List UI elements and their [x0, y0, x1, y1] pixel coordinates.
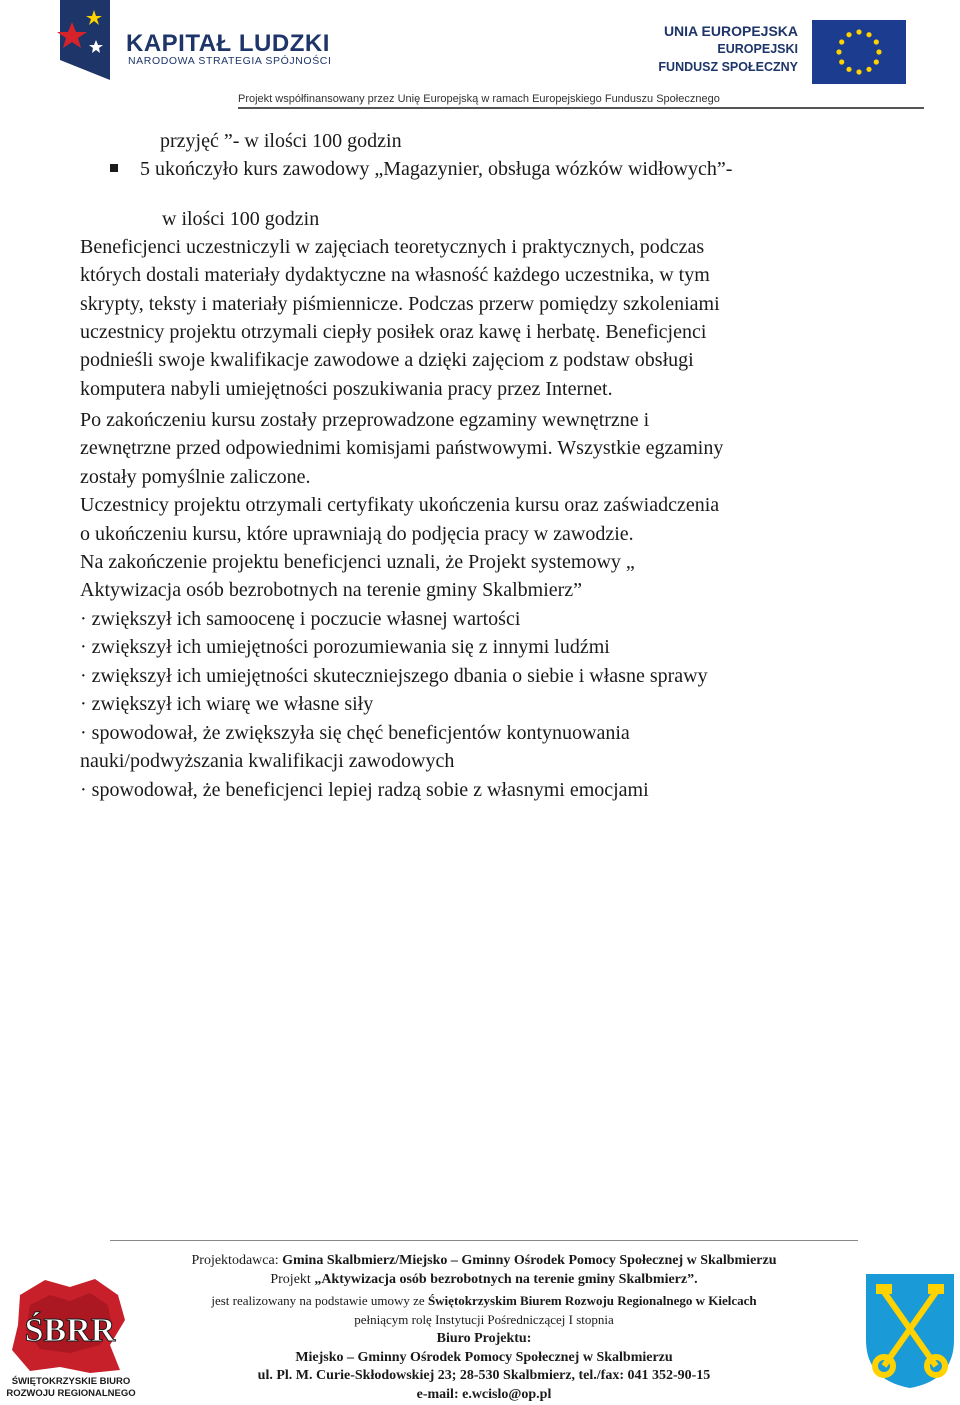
- eu-star-icon: [839, 59, 844, 64]
- body-line: · spowodował, że beneficjenci lepiej radzą sobie z własnymi emocjami: [80, 779, 649, 801]
- body-line: 5 ukończyło kurs zawodowy „Magazynier, obsługa wózków widłowych”-: [140, 158, 733, 180]
- eu-star-icon: [856, 69, 861, 74]
- footer-line-office-label: Biuro Projektu:: [436, 1331, 532, 1346]
- footer-divider: [110, 1240, 858, 1241]
- eu-star-icon: [866, 32, 871, 37]
- sbrr-name-line1: ŚWIĘTOKRZYSKIE BIURO: [11, 1376, 131, 1387]
- eu-star-icon: [836, 49, 841, 54]
- footer-line1-bold: Gmina Skalbmierz/Miejsko – Gminny Ośrodek Pomocy Społecznej w Skalbmierzu: [282, 1253, 777, 1268]
- footer-line-address: ul. Pl. M. Curie-Skłodowskiej 23; 28-530 Skalbmierz, tel./fax: 041 352-90-15: [257, 1368, 711, 1383]
- footer-line-institution: pełniącym rolę Instytucji Pośredniczącej I stopnia: [354, 1312, 614, 1327]
- footer-line-project: [110, 1271, 858, 1289]
- square-bullet-icon: [110, 164, 118, 172]
- body-line: Beneficjenci uczestniczyli w zajęciach teoretycznych i praktycznych, podczas: [80, 236, 705, 258]
- eu-star-icon: [866, 67, 871, 72]
- header-divider: [238, 107, 924, 109]
- kapital-ludzki-subtitle: NARODOWA STRATEGIA SPÓJNOŚCI: [128, 55, 332, 67]
- kapital-ludzki-logo-icon: [50, 0, 110, 80]
- eu-line1: UNIA EUROPEJSKA: [663, 23, 798, 39]
- body-line: Na zakończenie projektu beneficjenci uznali, że Projekt systemowy „: [80, 551, 635, 573]
- footer-line1-prefix: Projektodawca:: [191, 1253, 283, 1268]
- eu-star-icon: [839, 39, 844, 44]
- sbrr-name: [6, 1376, 136, 1400]
- body-line: Po zakończeniu kursu zostały przeprowadzone egzaminy wewnętrzne i: [80, 409, 650, 431]
- eu-line3: FUNDUSZ SPOŁECZNY: [658, 60, 798, 74]
- body-line: Aktywizacja osób bezrobotnych na terenie gminy Skalbmierz”: [80, 579, 583, 601]
- body-line: o ukończeniu kursu, które uprawniają do podjęcia pracy w zawodzie.: [80, 523, 634, 545]
- body-line: skrypty, teksty i materiały piśmiennicze. Podczas przerw pomiędzy szkoleniami: [80, 293, 720, 315]
- eu-star-icon: [874, 59, 879, 64]
- body-line: nauki/podwyższania kwalifikacji zawodowych: [80, 750, 455, 772]
- page-header: [0, 0, 960, 115]
- eu-star-icon: [874, 39, 879, 44]
- footer-line2-bold: „Aktywizacja osób bezrobotnych na terenie gminy Skalbmierz”.: [314, 1272, 698, 1287]
- eu-star-icon: [876, 49, 881, 54]
- body-line: · zwiększył ich wiarę we własne siły: [80, 693, 374, 715]
- skalbmierz-coat-of-arms-icon: [862, 1270, 958, 1390]
- footer-line-email: e-mail: e.wcislo@op.pl: [416, 1387, 552, 1402]
- body-line: w ilości 100 godzin: [162, 208, 320, 230]
- sbrr-logo-lettering: ŚBRR: [24, 1312, 116, 1349]
- body-line: uczestnicy projektu otrzymali ciepły posiłek oraz kawę i herbatę. Beneficjenci: [80, 321, 707, 343]
- body-line: · zwiększył ich umiejętności skuteczniejszego dbania o siebie i własne sprawy: [80, 665, 708, 687]
- cofinance-note: Projekt współfinansowany przez Unię Europejską w ramach Europejskiego Funduszu Społecznego: [238, 93, 720, 105]
- eu-text-block: [650, 22, 798, 76]
- eu-flag-icon: [812, 20, 906, 84]
- eu-star-icon: [846, 67, 851, 72]
- kapital-ludzki-title: KAPITAŁ LUDZKI: [126, 30, 330, 57]
- footer-line3-prefix: jest realizowany na podstawie umowy ze: [211, 1293, 428, 1308]
- body-line: Uczestnicy projektu otrzymali certyfikaty ukończenia kursu oraz zaświadczenia: [80, 494, 720, 516]
- body-line: · zwiększył ich samoocenę i poczucie własnej wartości: [80, 608, 521, 630]
- eu-star-icon: [856, 29, 861, 34]
- sbrr-name-line2: ROZWOJU REGIONALNEGO: [6, 1388, 136, 1399]
- footer-line-office-name: Miejsko – Gminny Ośrodek Pomocy Społecznej w Skalbmierzu: [295, 1350, 673, 1365]
- body-line: zewnętrzne przed odpowiednimi komisjami państwowymi. Wszystkie egzaminy: [80, 437, 724, 459]
- footer-line3-bold: Świętokrzyskim Biurem Rozwoju Regionalnego w Kielcach: [427, 1293, 757, 1308]
- eu-line2: EUROPEJSKI: [717, 42, 798, 56]
- body-line: komputera nabyli umiejętności poszukiwania pracy przez Internet.: [80, 378, 613, 400]
- footer-line2-prefix: Projekt: [270, 1272, 315, 1287]
- body-line: · zwiększył ich umiejętności porozumiewania się z innymi ludźmi: [80, 636, 610, 658]
- footer-line-projektodawca: [110, 1252, 858, 1270]
- footer-line-agreement: [110, 1292, 858, 1310]
- body-line: · spowodował, że zwiększyła się chęć beneficjentów kontynuowania: [80, 722, 630, 744]
- body-line: przyjęć ”- w ilości 100 godzin: [160, 130, 402, 152]
- eu-star-icon: [846, 32, 851, 37]
- body-line: których dostali materiały dydaktyczne na własność każdego uczestnika, w tym: [80, 264, 710, 286]
- body-line: zostały pomyślnie zaliczone.: [80, 466, 311, 488]
- body-line: podnieśli swoje kwalifikacje zawodowe a dzięki zajęciom z podstaw obsługi: [80, 349, 694, 371]
